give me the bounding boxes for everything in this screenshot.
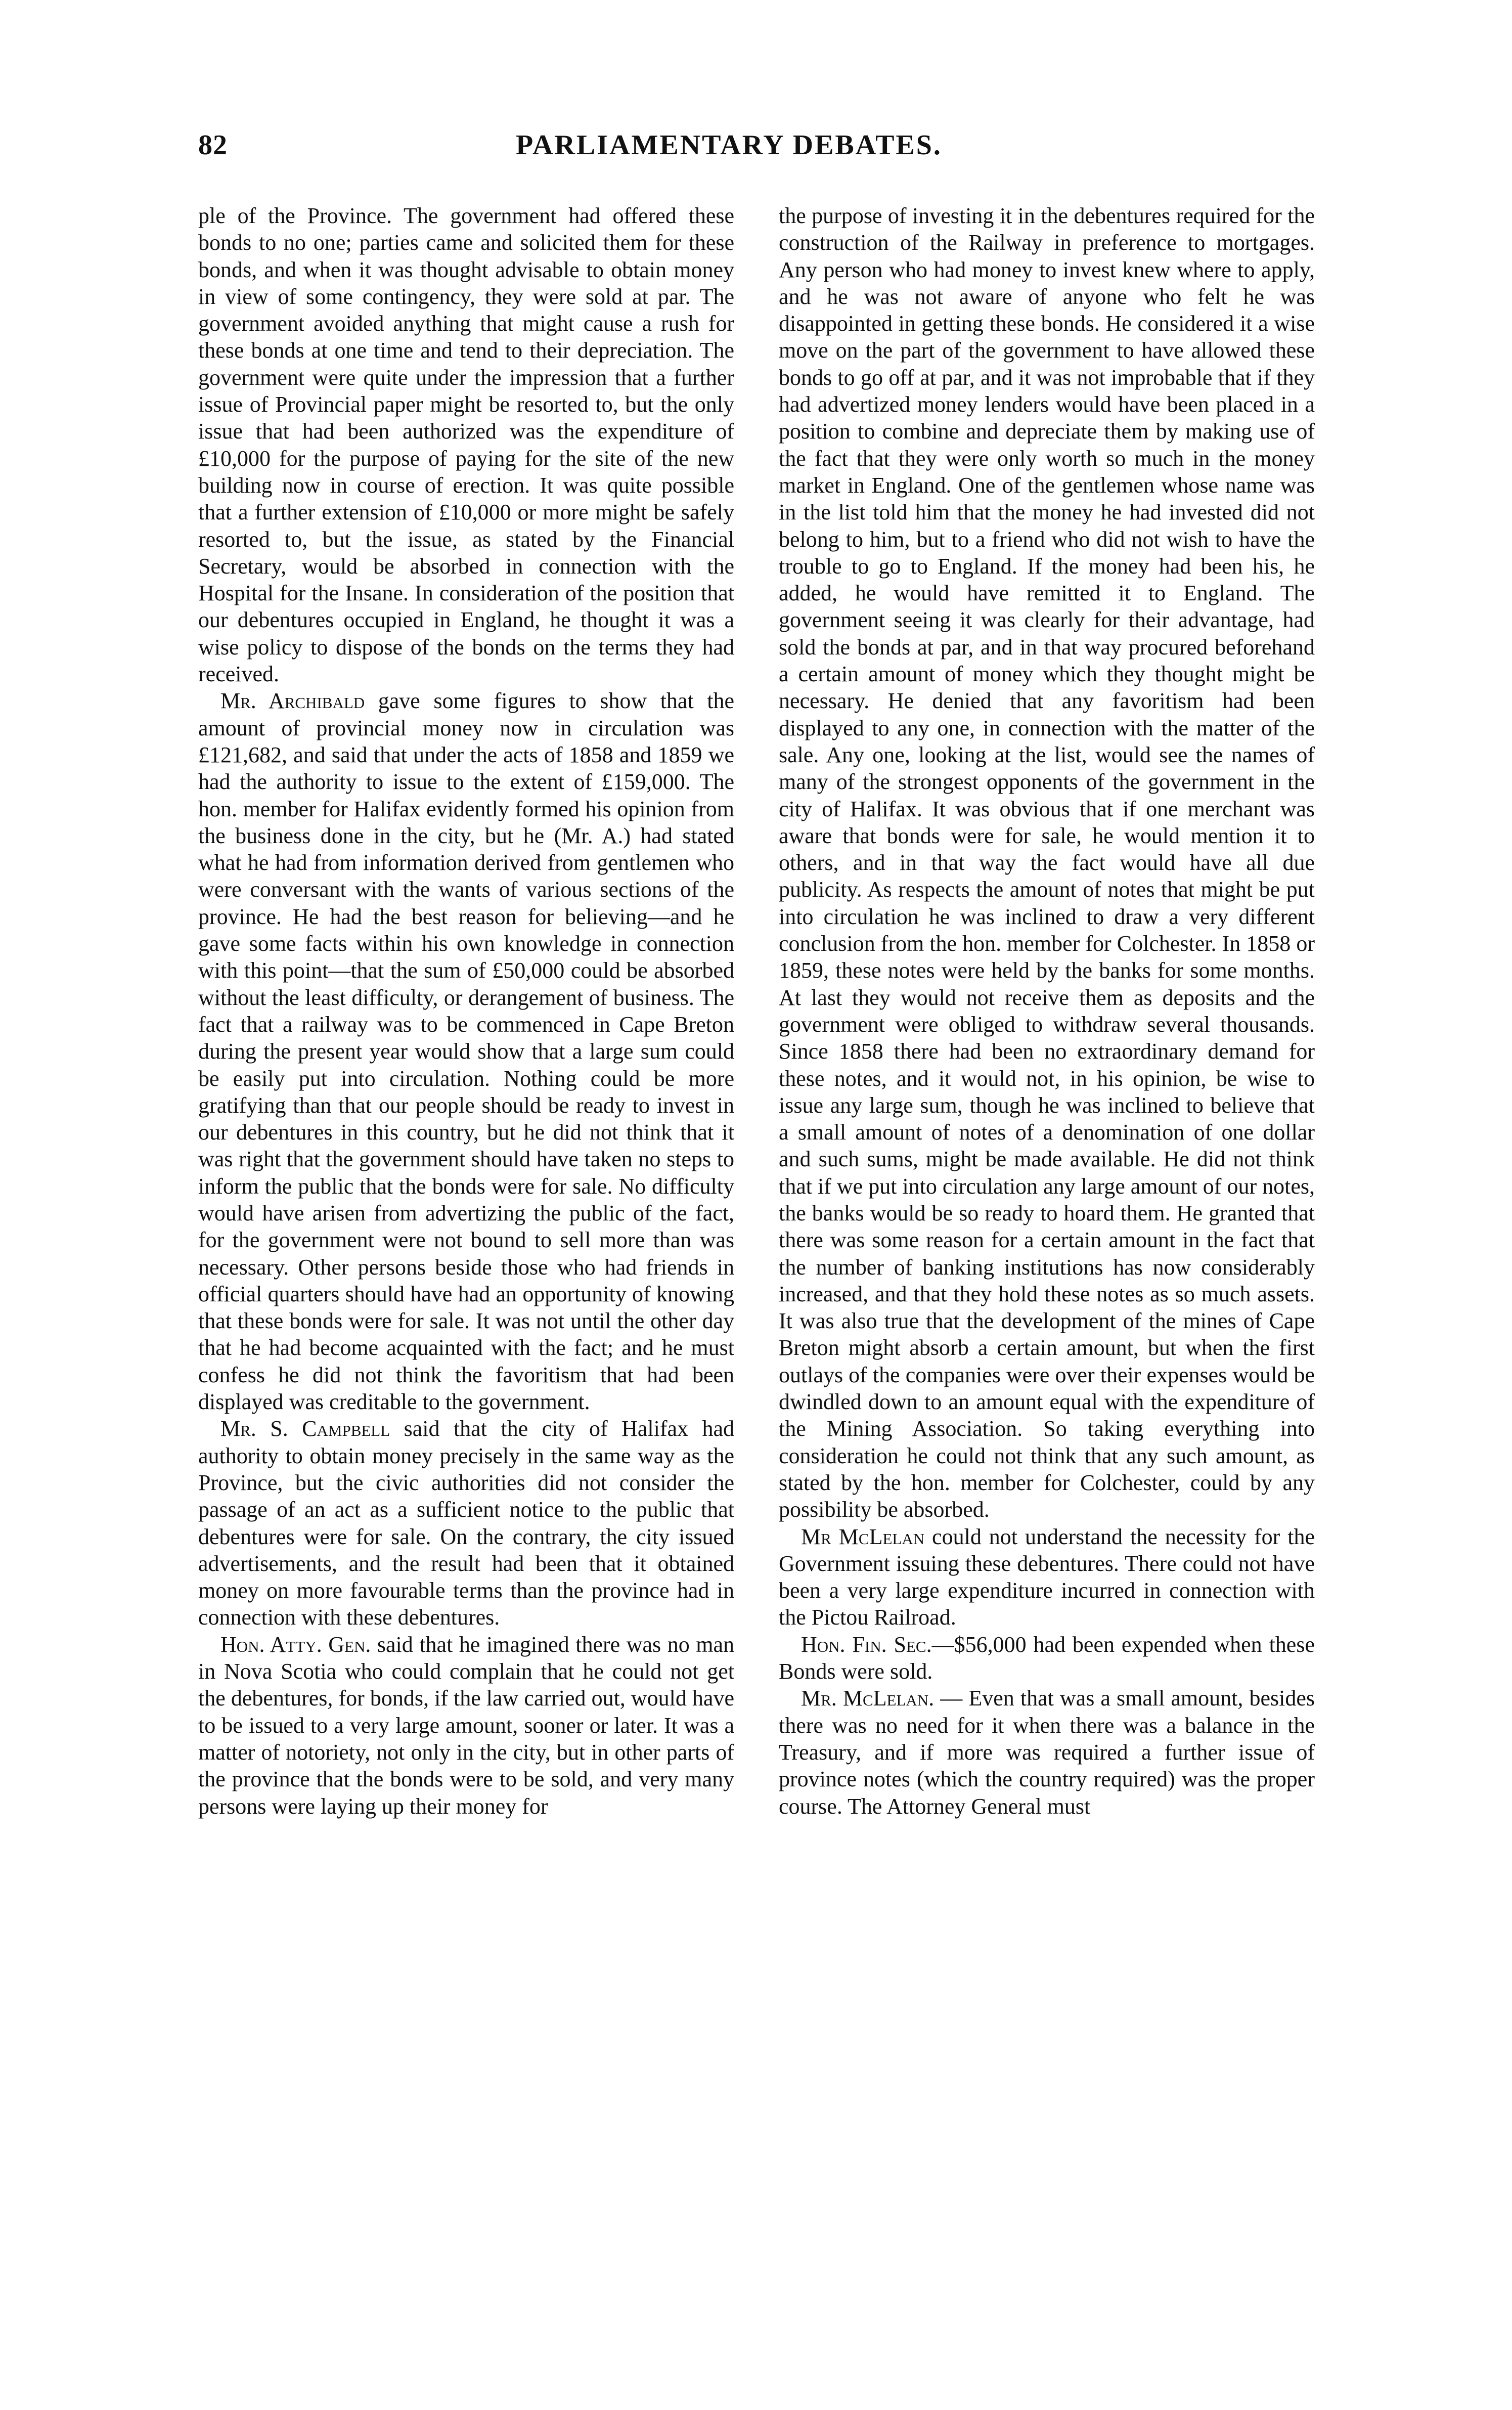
speaker-name: Mr. Archibald	[220, 688, 365, 714]
speech-paragraph	[198, 687, 734, 1415]
speaker-name: Mr. McLelan.	[801, 1686, 935, 1711]
speaker-name: Hon. Atty. Gen.	[220, 1632, 371, 1657]
paragraph-continuation	[779, 202, 1315, 1523]
speech-paragraph	[198, 1631, 734, 1820]
paragraph-text: said that he imagined there was no man in Nova Scotia who could complain that he could not get the debentures, for bonds, if the law carried out, would have to be issued to a very large amount, sooner or later. It was a matter of notoriety, not only in the city, but in other parts of the province that the bonds were to be sold, and very many persons were laying up their money for	[198, 1632, 734, 1819]
right-column	[779, 202, 1315, 2357]
speaker-name: Mr. S. Campbell	[220, 1416, 390, 1441]
paragraph-text: —$56,000 had been expended when these Bonds were sold.	[779, 1632, 1315, 1684]
speech-paragraph	[198, 1415, 734, 1631]
paragraph-text: — Even that was a small amount, besides there was no need for it when there was a balance in the Treasury, and if more was required a further issue of province notes (which the country required) was the proper course. The Attorney General must	[779, 1686, 1315, 1819]
paragraph-continuation	[198, 202, 734, 687]
paragraph-text: said that the city of Halifax had authority to obtain money precisely in the same way as the Province, but the civic authorities did not consider the passage of an act as a sufficient notice to the public that debentures were for sale. On the contrary, the city issued advertisements, and the result had been that it obtained money on more favourable terms than the province had in connection with these debentures.	[198, 1416, 734, 1630]
speech-paragraph	[779, 1631, 1315, 1685]
paragraph-text: gave some figures to show that the amount of provincial money now in circulation was £121,682, and said that under the acts of 1858 and 1859 we had the authority to issue to the extent of £159,000. The hon. member for Halifax evidently formed his opinion from the business done in the city, but he (Mr. A.) had stated what he had from information derived from gentlemen who were conversant with the wants of various sections of the province. He had the best reason for believing—and he gave some facts within his own knowledge in connection with this point—that the sum of £50,000 could be absorbed without the least difficulty, or derangement of business. The fact that a railway was to be commenced in Cape Breton during the present year would show that a large sum could be easily put into circulation. Nothing could be more gratifying than that our people should be ready to invest in our debentures in this country, but he did not think that it was right that the government should have taken no steps to inform the public that the bonds were for sale. No difficulty would have arisen from advertizing the public of the fact, for the government were not bound to sell more than was necessary. Other persons beside those who had friends in official quarters should have had an opportunity of knowing that these bonds were for sale. It was not until the other day that he had become acquainted with the fact; and he must confess he did not think the favoritism that had been displayed was creditable to the government.	[198, 688, 734, 1415]
speaker-name: Mr McLelan	[801, 1524, 925, 1549]
speech-paragraph	[779, 1523, 1315, 1631]
paragraph-text: ple of the Province. The government had offered these bonds to no one; parties came and solicited them for these bonds, and when it was thought advisable to obtain money in view of some contingency, they were sold at par. The government avoided anything that might cause a rush for these bonds at one time and tend to their depreciation. The government were quite under the impression that a further issue of Provincial paper might be resorted to, but the only issue that had been authorized was the expenditure of £10,000 for the purpose of paying for the site of the new building now in course of erection. It was quite possible that a further extension of £10,000 or more might be safely resorted to, but the issue, as stated by the Financial Secretary, would be absorbed in connection with the Hospital for the Insane. In consideration of the position that our debentures occupied in England, he thought it was a wise policy to dispose of the bonds on the terms they had received.	[198, 203, 734, 687]
left-column	[198, 202, 734, 2357]
speaker-name: Hon. Fin. Sec.	[801, 1632, 932, 1657]
paragraph-text: could not understand the necessity for the Government issuing these debentures. There could not have been a very large expenditure incurred in connection with the Pictou Railroad.	[779, 1524, 1315, 1630]
paragraph-text: the purpose of investing it in the debentures required for the construction of the Railway in preference to mortgages. Any person who had money to invest knew where to apply, and he was not aware of anyone who felt he was disappointed in getting these bonds. He considered it a wise move on the part of the government to have allowed these bonds to go off at par, and it was not improbable that if they had advertized money lenders would have been placed in a position to combine and depreciate them by making use of the fact that they were only worth so much in the money market in England. One of the gentlemen whose name was in the list told him that the money he had invested did not belong to him, but to a friend who did not wish to have the trouble to go to England. If the money had been his, he added, he would have remitted it to England. The government seeing it was clearly for their advantage, had sold the bonds at par, and in that way procured beforehand a certain amount of money which they thought might be necessary. He denied that any favoritism had been displayed to any one, in connection with the matter of the sale. Any one, looking at the list, would see the names of many of the strongest opponents of the government in the city of Halifax. It was obvious that if one merchant was aware that bonds were for sale, he would mention it to others, and in that way the fact would have all due publicity. As respects the amount of notes that might be put into circulation he was inclined to draw a very different conclusion from the hon. member for Colchester. In 1858 or 1859, these notes were held by the banks for some months. At last they would not receive them as deposits and the government were obliged to withdraw several thousands. Since 1858 there had been no extraordinary demand for these notes, and it would not, in his opinion, be wise to issue any large sum, though he was inclined to believe that a small amount of notes of a denomination of one dollar and such sums, might be made available. He did not think that if we put into circulation any large amount of our notes, the banks would be so ready to hoard them. He granted that there was some reason for a certain amount in the fact that the number of banking institutions has now considerably increased, and that they hold these notes as so much assets. It was also true that the development of the mines of Cape Breton might absorb a certain amount, but when the first outlays of the companies were over their expenses would be dwindled down to an amount equal with the expenditure of the Mining Association. So taking everything into consideration he could not think that any such amount, as stated by the hon. member for Colchester, could by any possibility be absorbed.	[779, 203, 1315, 1522]
speech-paragraph	[779, 1685, 1315, 1819]
page-number: 82	[198, 129, 228, 161]
running-head: PARLIAMENTARY DEBATES.	[516, 129, 942, 161]
